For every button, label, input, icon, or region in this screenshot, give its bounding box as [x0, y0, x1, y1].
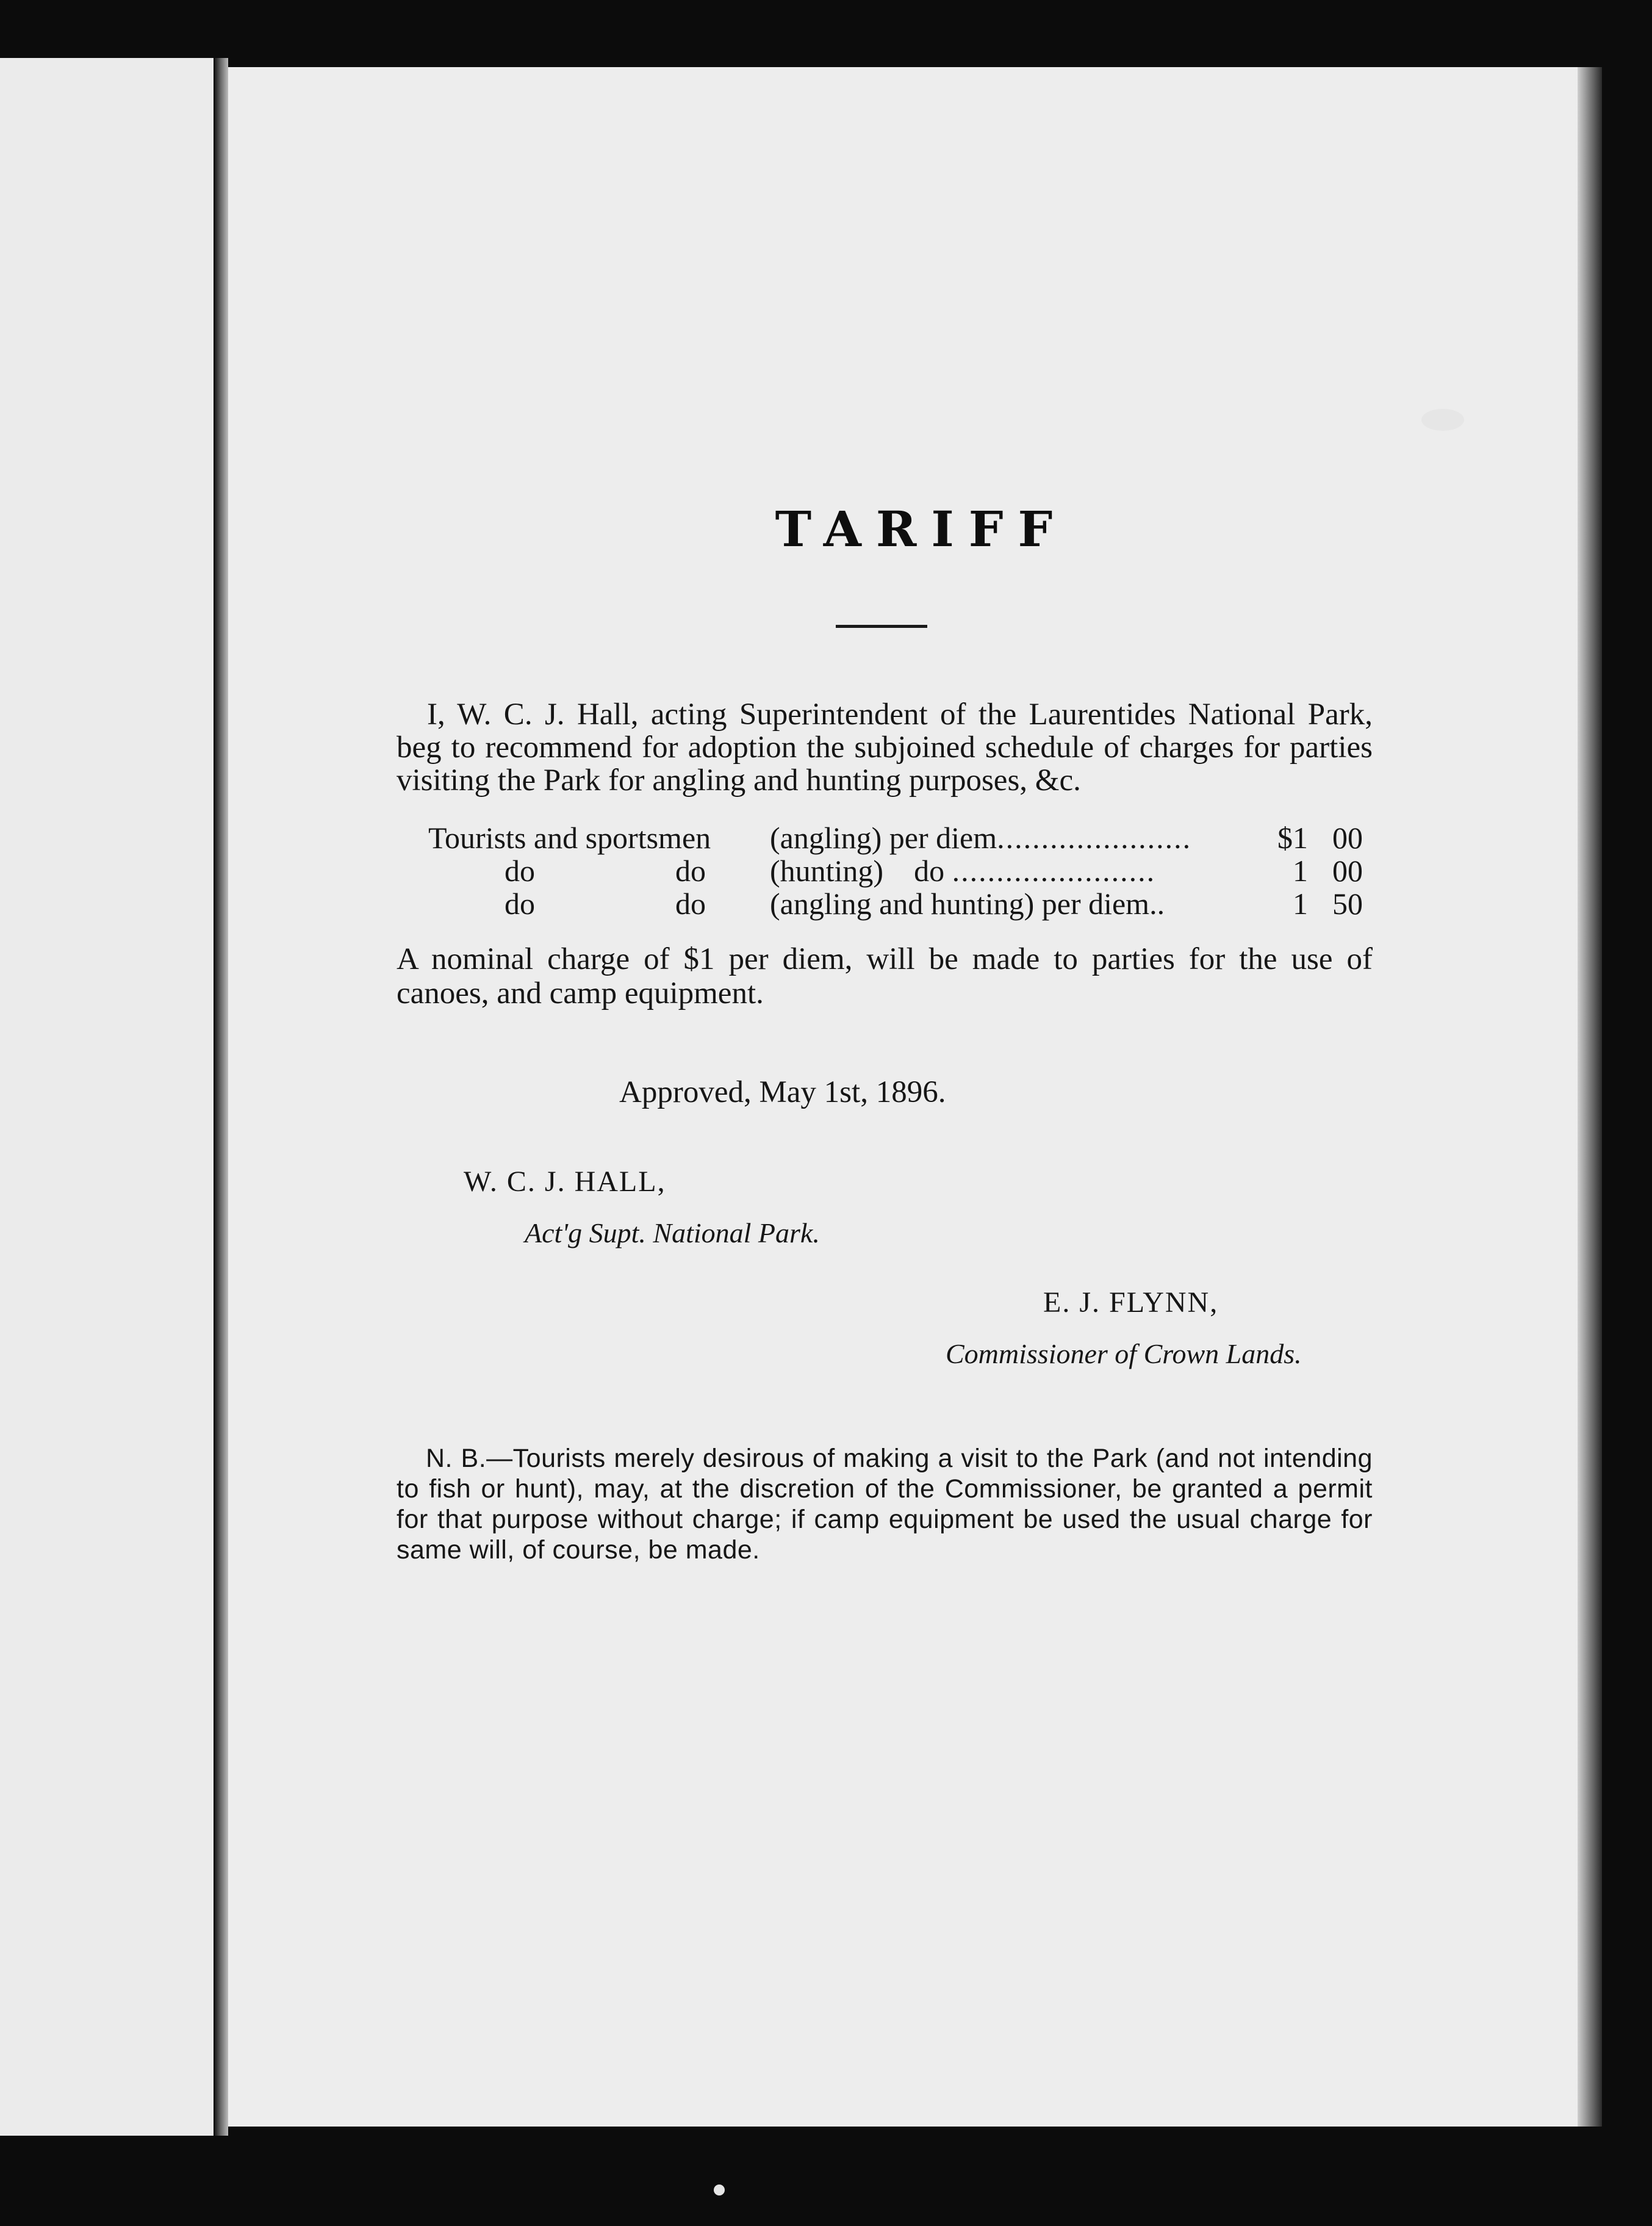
tariff-row: [428, 854, 1363, 887]
tariff-leader-dots: .......................: [952, 854, 1156, 888]
tariff-cell-activity: [770, 854, 1265, 887]
tariff-cell-currency: 1: [1293, 887, 1308, 921]
tariff-table: [428, 821, 1363, 920]
tariff-cell-currency: $1: [1277, 821, 1308, 855]
tariff-cell-amount: 00: [1332, 854, 1363, 888]
tariff-activity-text: (angling) per diem: [770, 821, 997, 855]
tariff-cell-activity: (angling and hunting) per diem..: [770, 887, 1165, 921]
tariff-row: [428, 821, 1363, 854]
ditto-mark: do: [675, 887, 706, 921]
page-right-edge: [1578, 67, 1602, 2127]
signatory-flynn-title: Commissioner of Crown Lands.: [946, 1338, 1302, 1369]
tariff-cell-currency: 1: [1293, 854, 1308, 888]
tariff-cell-who: Tourists and sportsmen: [428, 821, 711, 855]
left-page-edge: [0, 58, 214, 2136]
document-title: TARIFF: [775, 500, 1068, 558]
tariff-cell-who: [428, 887, 770, 920]
signatory-flynn-name: E. J. FLYNN,: [1043, 1286, 1219, 1319]
nota-bene-text: N. B.—Tourists merely desirous of making a visit to the Park (and not intending to fish or hunt), may, at the discretion of the Commissioner, be granted a permit for that purpose without charge; if camp equipment be used the usual charge for same will, of course, be made.: [397, 1444, 1373, 1565]
tariff-cell-activity: [770, 821, 1265, 854]
ditto-mark: do: [505, 854, 535, 888]
intro-paragraph: [397, 698, 1373, 797]
tariff-leader-dots: ......................: [997, 821, 1192, 855]
tariff-row: [428, 887, 1363, 920]
scan-speck: [714, 2185, 725, 2195]
intro-text: I, W. C. J. Hall, acting Superintendent of the Laurentides National Park, beg to recommend for adoption the subjoined schedule of charges for parties visiting the Park for angling and hunting purposes, &c.: [397, 697, 1373, 798]
tariff-cell-amount: 00: [1332, 821, 1363, 855]
tariff-cell-who: [428, 854, 770, 887]
tariff-activity-text: (hunting) do: [770, 854, 945, 888]
signatory-hall-title: Act'g Supt. National Park.: [525, 1217, 820, 1248]
ditto-mark: do: [675, 854, 706, 888]
book-spine: [215, 58, 228, 2136]
scan-speck: [1421, 409, 1464, 431]
nominal-charge-text: A nominal charge of $1 per diem, will be made to parties for the use of canoes, and camp equipment.: [397, 942, 1373, 1010]
nota-bene-paragraph: [397, 1443, 1373, 1565]
signatory-hall-name: W. C. J. HALL,: [464, 1165, 666, 1198]
approval-date: Approved, May 1st, 1896.: [619, 1075, 946, 1109]
ditto-mark: do: [505, 887, 535, 921]
nominal-charge-paragraph: [397, 942, 1373, 1010]
title-rule: [836, 625, 927, 628]
document-content: [397, 500, 1373, 1565]
tariff-cell-amount: 50: [1332, 887, 1363, 921]
